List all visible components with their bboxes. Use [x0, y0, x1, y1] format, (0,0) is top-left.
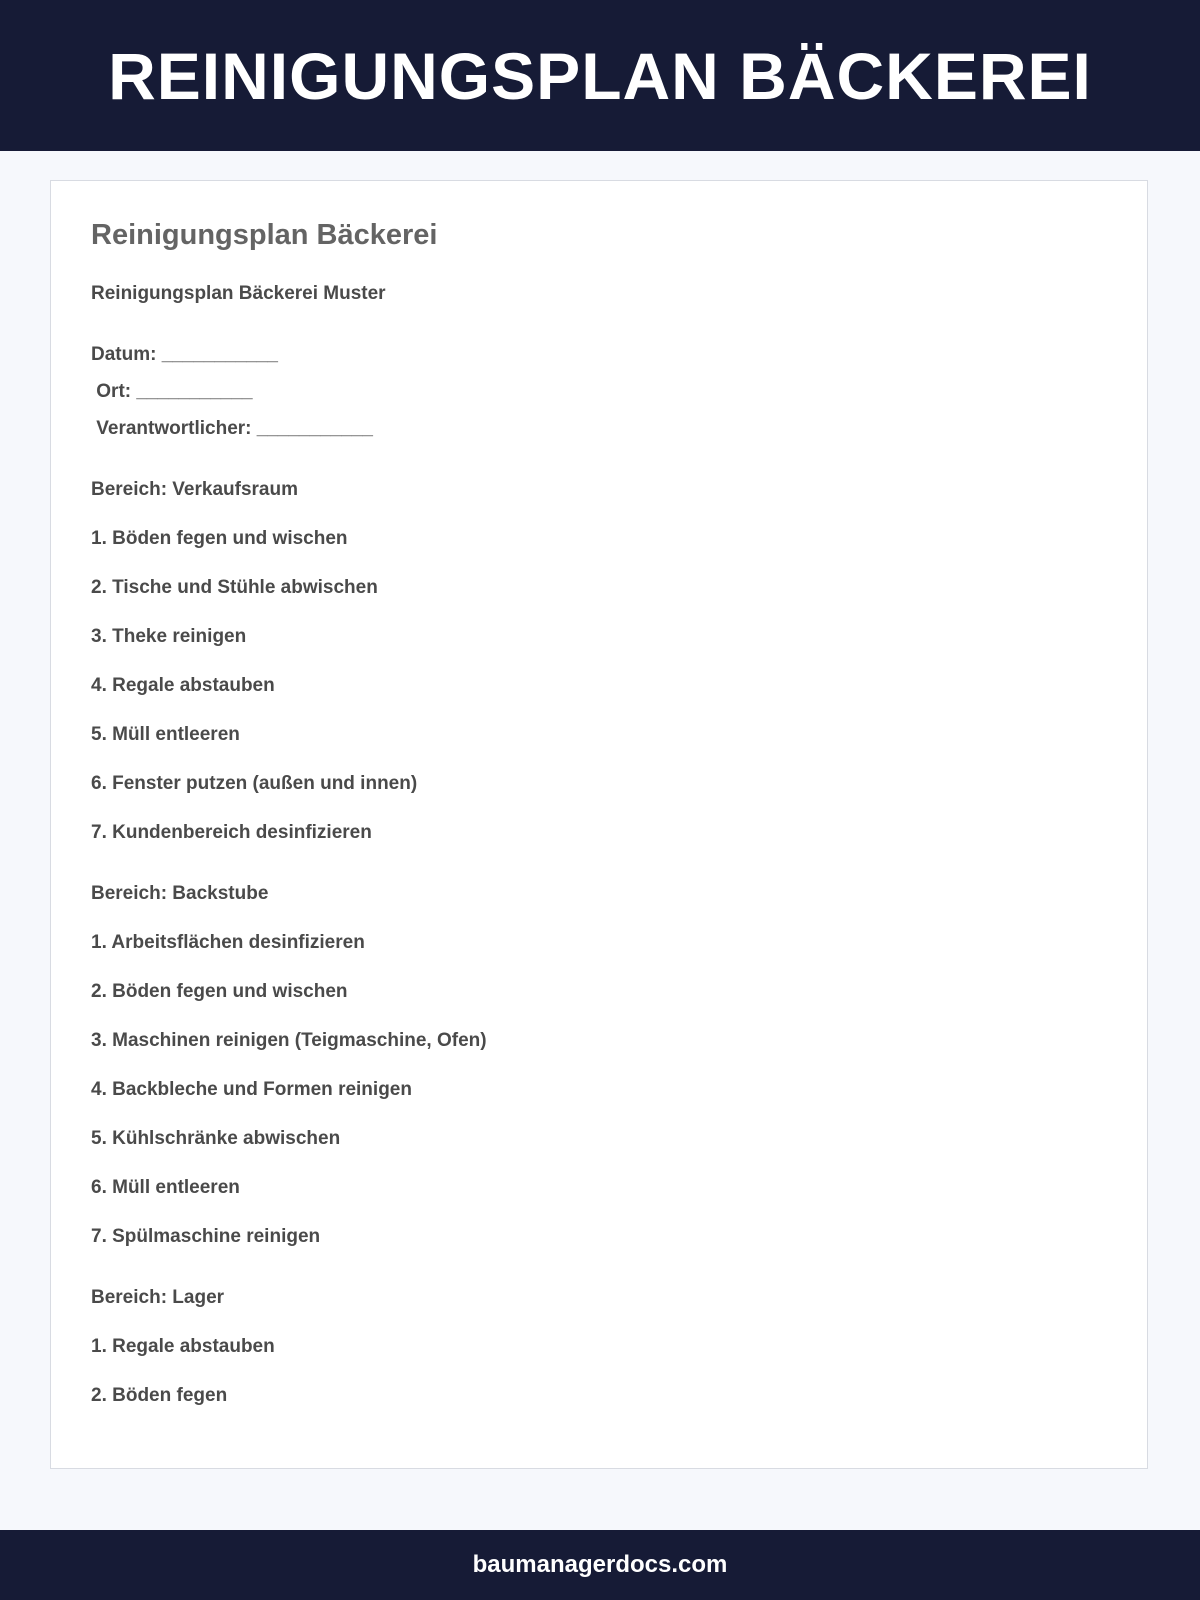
field-verantwortlicher: Verantwortlicher: ___________	[91, 418, 374, 439]
field-datum: Datum: ___________	[91, 344, 278, 365]
document-card	[50, 180, 1148, 1469]
list-item: 7. Spülmaschine reinigen	[91, 1226, 321, 1247]
list-item: 1. Arbeitsflächen desinfizieren	[91, 932, 365, 953]
list-item: 2. Böden fegen und wischen	[91, 981, 348, 1002]
list-item: 6. Fenster putzen (außen und innen)	[91, 773, 418, 794]
list-item: 3. Maschinen reinigen (Teigmaschine, Ofen)	[91, 1030, 487, 1051]
page-footer	[0, 1530, 1200, 1600]
list-item: 4. Regale abstauben	[91, 675, 275, 696]
list-item: 2. Tische und Stühle abwischen	[91, 577, 378, 598]
section-heading-backstube: Bereich: Backstube	[91, 883, 269, 904]
list-item: 1. Regale abstauben	[91, 1336, 275, 1357]
list-item: 3. Theke reinigen	[91, 626, 247, 647]
list-item: 1. Böden fegen und wischen	[91, 528, 348, 549]
list-item: 5. Kühlschränke abwischen	[91, 1128, 341, 1149]
field-ort: Ort: ___________	[91, 381, 253, 402]
page-header	[0, 0, 1200, 151]
list-item: 7. Kundenbereich desinfizieren	[91, 822, 372, 843]
section-heading-lager: Bereich: Lager	[91, 1287, 225, 1308]
document-title: Reinigungsplan Bäckerei	[91, 219, 438, 251]
list-item: 2. Böden fegen	[91, 1385, 228, 1406]
footer-site: baumanagerdocs.com	[472, 1551, 728, 1578]
list-item: 4. Backbleche und Formen reinigen	[91, 1079, 412, 1100]
list-item: 5. Müll entleeren	[91, 724, 240, 745]
header-title: REINIGUNGSPLAN BÄCKEREI	[108, 38, 1092, 113]
list-item: 6. Müll entleeren	[91, 1177, 240, 1198]
section-heading-verkaufsraum: Bereich: Verkaufsraum	[91, 479, 298, 500]
document-subtitle: Reinigungsplan Bäckerei Muster	[91, 283, 386, 304]
